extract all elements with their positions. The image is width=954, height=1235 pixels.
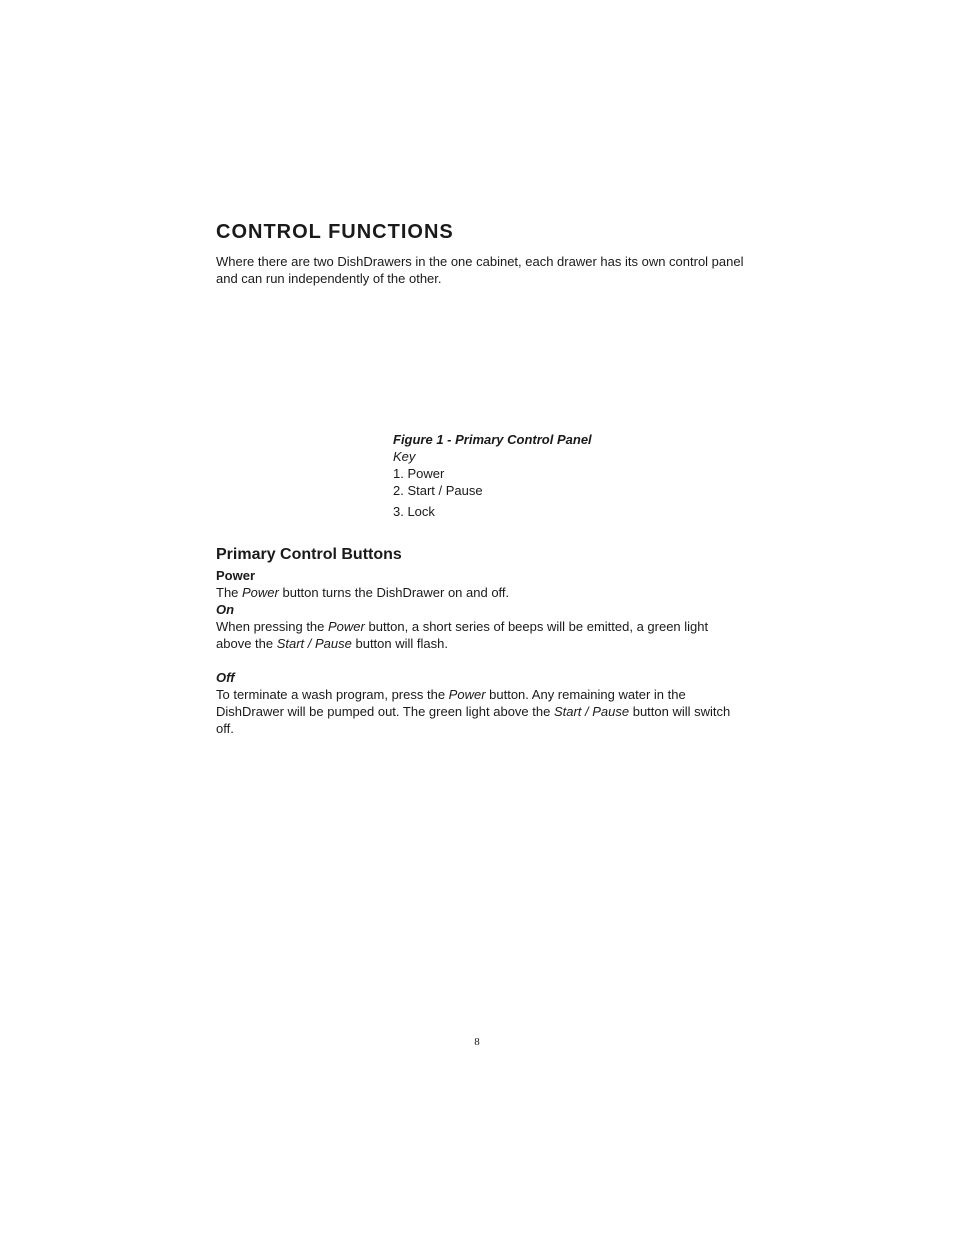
on-description: When pressing the Power button, a short series of beeps will be emitted, a green light above the Start / Pause button will flash.	[216, 619, 709, 651]
figure-key-label: Key	[393, 449, 416, 464]
power-description: The Power button turns the DishDrawer on and off.	[216, 585, 510, 600]
off-heading: Off	[216, 670, 235, 685]
figure-title: Figure 1 - Primary Control Panel	[393, 432, 592, 447]
section-heading: Primary Control Buttons	[216, 546, 402, 563]
figure-key-item-start-pause: 2. Start / Pause	[393, 483, 483, 498]
intro-paragraph: Where there are two DishDrawers in the one cabinet, each drawer has its own control panel and can run independently of the other.	[216, 254, 744, 286]
off-description: To terminate a wash program, press the Power button. Any remaining water in the DishDrawer will be pumped out. The green light above the Start / Pause button will switch off.	[216, 687, 731, 736]
power-heading: Power	[216, 568, 256, 583]
on-heading: On	[216, 602, 235, 617]
figure-caption	[393, 431, 723, 520]
page-title: CONTROL FUNCTIONS	[216, 221, 454, 243]
primary-control-buttons-section	[216, 545, 746, 737]
figure-key-item-lock: 3. Lock	[393, 504, 435, 519]
figure-key-item-power: 1. Power	[393, 466, 445, 481]
page-number: 8	[474, 1036, 480, 1048]
